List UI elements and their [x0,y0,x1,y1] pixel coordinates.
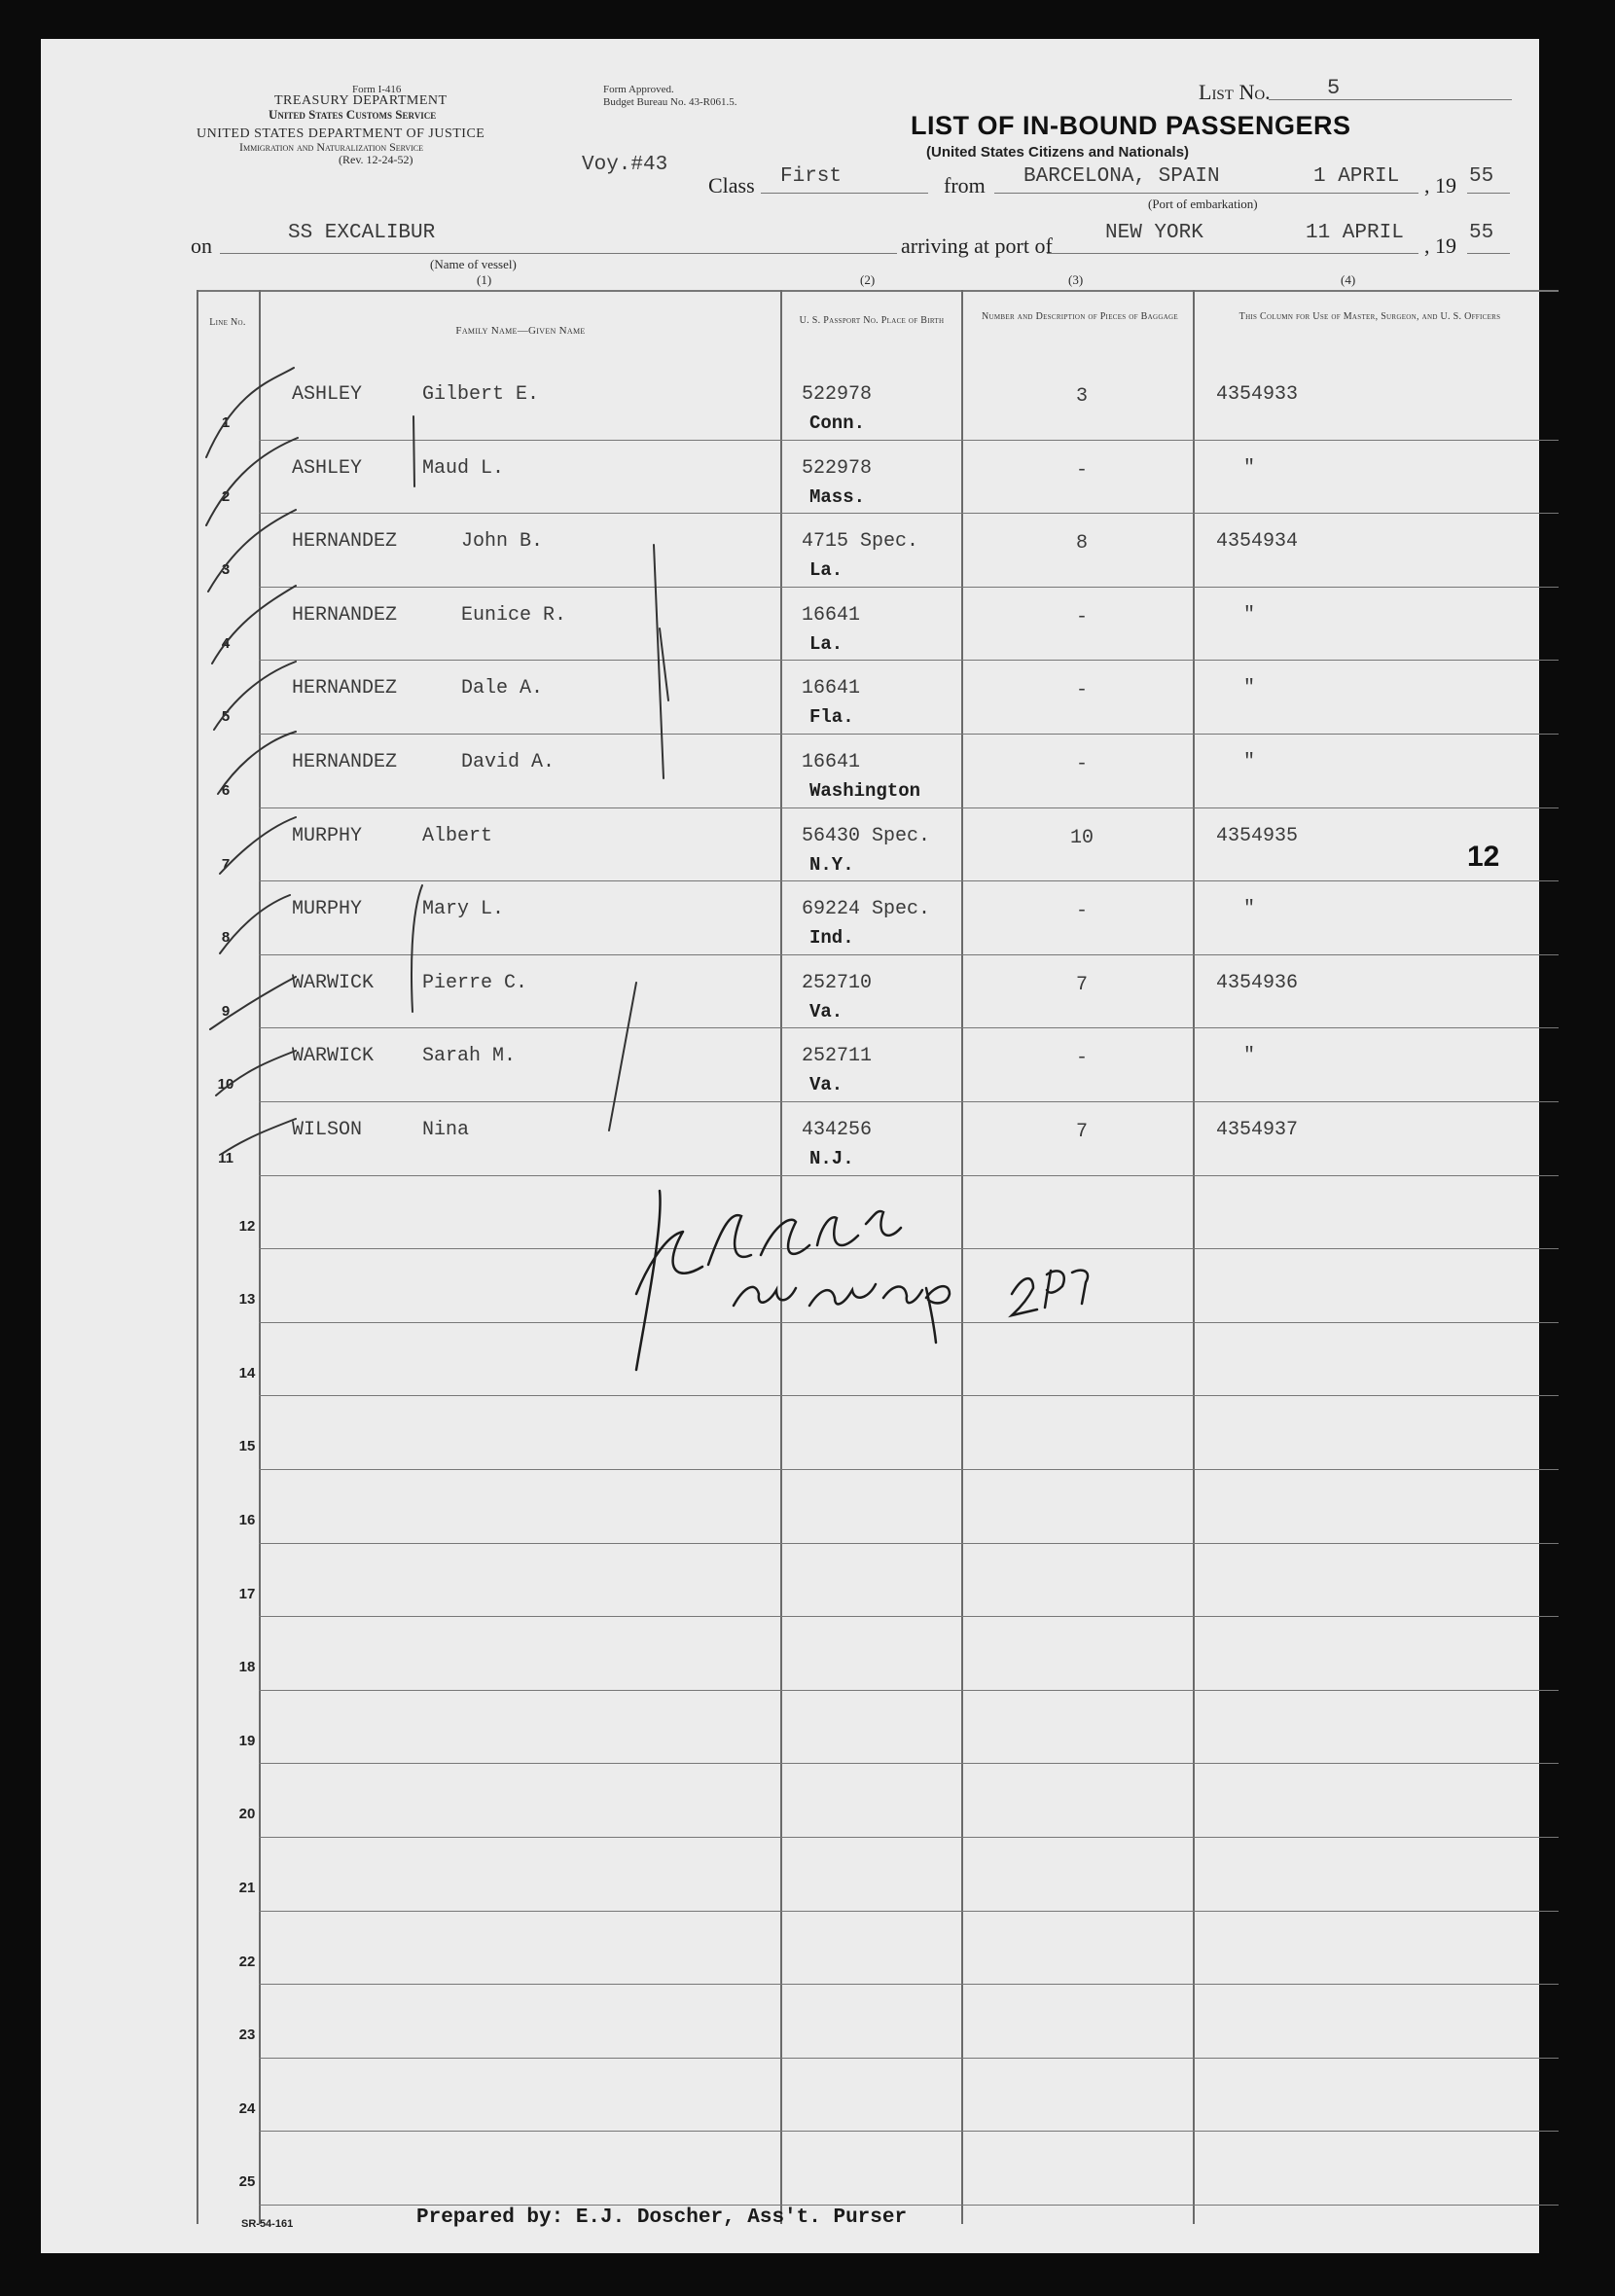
family-name: HERNANDEZ [292,530,398,554]
line-number: 1 [221,414,231,431]
line-number: 4 [221,634,231,652]
passport-number: 434256 [802,1119,873,1141]
column-number-3: (3) [1068,272,1084,287]
place-of-birth: N.Y. [809,853,854,876]
budget-bureau: Budget Bureau No. 43-R061.5. [603,96,737,108]
baggage-count: - [1075,679,1088,702]
given-name: Sarah M. [422,1045,517,1068]
immigration-service: Immigration and Naturalization Service [239,140,424,154]
form-code: SR-54-161 [241,2218,294,2230]
baggage-count: - [1075,605,1088,628]
arrival-port: NEW YORK [1105,222,1203,244]
officer-entry: " [1243,1045,1256,1068]
given-name: Dale A. [461,677,544,700]
line-number: 8 [221,929,231,947]
place-of-birth: Washington [809,780,921,802]
passport-number: 522978 [802,383,873,406]
baggage-count: 7 [1075,1121,1088,1143]
baggage-count: - [1075,458,1088,482]
line-number: 11 [218,1150,233,1166]
document-title: LIST OF IN-BOUND PASSENGERS [911,111,1351,140]
officer-entry: 4354933 [1216,383,1299,406]
officer-entry: " [1243,456,1256,480]
line-number: 21 [238,1880,256,1896]
officer-entry: 4354934 [1216,530,1299,554]
voyage-number: Voy.#43 [582,154,668,176]
place-of-birth: Ind. [809,927,854,950]
line-number: 19 [238,1732,256,1749]
prepared-by: Prepared by: E.J. Doscher, Ass't. Purser [416,2206,908,2229]
line-number: 23 [238,2027,256,2044]
passport-number: 252711 [802,1045,873,1068]
line-number: 22 [238,1953,256,1970]
arrival-year-suffix: 55 [1469,222,1494,244]
given-name: Gilbert E. [422,383,540,406]
margin-count: 12 [1467,841,1500,873]
from-year-prefix: , 19 [1424,173,1456,197]
manifest-page [41,39,1539,2253]
passport-number: 252710 [802,971,873,994]
from-port: BARCELONA, SPAIN [1023,165,1220,188]
given-name: Albert [422,824,493,847]
header-officers: This Column for Use of Master, Surgeon, and U. S. Officers [1238,311,1501,322]
baggage-count: 3 [1075,385,1088,408]
line-number: 15 [238,1438,256,1455]
port-embarkation-caption: (Port of embarkation) [1148,197,1258,211]
given-name: David A. [461,751,556,773]
on-label: on [191,233,212,258]
from-label: from [944,173,986,197]
header-baggage: Number and Description of Pieces of Baggage [982,311,1178,322]
family-name: HERNANDEZ [292,751,398,773]
line-number: 18 [238,1659,256,1676]
column-number-1: (1) [477,272,492,287]
place-of-birth: Va. [809,1074,843,1096]
officer-entry: " [1243,677,1256,700]
baggage-count: 10 [1069,826,1094,849]
line-number: 9 [221,1002,231,1020]
column-number-4: (4) [1341,272,1356,287]
officer-entry: 4354936 [1216,971,1299,994]
line-number: 2 [221,487,231,505]
family-name: ASHLEY [292,383,363,406]
revision-date: (Rev. 12-24-52) [339,153,413,166]
form-number: Form I-416 [352,84,402,95]
officer-entry: " [1243,898,1256,921]
passport-number: 16641 [802,677,861,700]
line-number: 12 [238,1217,256,1235]
arrival-year-prefix: , 19 [1424,233,1456,258]
family-name: WARWICK [292,1045,375,1068]
line-number: 25 [238,2173,256,2191]
line-number: 7 [221,855,231,873]
form-approved: Form Approved. [603,84,674,95]
passport-number: 16641 [802,751,861,773]
place-of-birth: Conn. [809,413,866,434]
baggage-count: - [1075,1047,1088,1070]
given-name: Eunice R. [461,603,567,627]
passport-number: 69224 Spec. [802,898,931,921]
header-line-no: Line No. [209,317,246,328]
department-of-justice: UNITED STATES DEPARTMENT OF JUSTICE [197,126,485,141]
line-number: 10 [217,1076,234,1094]
family-name: MURPHY [292,898,363,921]
baggage-count: - [1075,753,1088,775]
given-name: Nina [422,1119,470,1141]
document-subtitle: (United States Citizens and Nationals) [926,144,1190,161]
line-number: 20 [238,1806,256,1823]
family-name: ASHLEY [292,456,363,480]
line-number: 3 [221,561,231,579]
vessel-caption: (Name of vessel) [430,257,517,271]
check-marks [41,39,1539,2253]
class-label: Class [708,173,755,197]
baggage-count: - [1075,900,1088,923]
family-name: HERNANDEZ [292,677,398,700]
family-name: WARWICK [292,971,375,994]
from-date: 1 APRIL [1313,165,1400,188]
baggage-count: 8 [1075,532,1088,556]
place-of-birth: Mass. [809,485,866,508]
class-value: First [780,165,843,188]
family-name: MURPHY [292,824,363,847]
passport-number: 522978 [802,456,873,480]
baggage-count: 7 [1075,973,1088,996]
officer-entry: " [1243,751,1256,773]
place-of-birth: N.J. [809,1148,854,1169]
column-number-2: (2) [860,272,876,287]
family-name: WILSON [292,1119,363,1141]
vessel-name: SS EXCALIBUR [288,222,436,244]
given-name: Pierre C. [422,971,528,994]
place-of-birth: Va. [809,1000,843,1022]
place-of-birth: La. [809,559,843,582]
from-year-suffix: 55 [1469,165,1494,188]
line-number: 17 [238,1585,256,1602]
officer-entry: " [1243,603,1256,627]
list-no-label: List No. [1199,80,1271,104]
customs-service: United States Customs Service [269,107,437,122]
line-number: 24 [238,2099,256,2117]
treasury-department: TREASURY DEPARTMENT [274,93,448,108]
list-no-value: 5 [1327,76,1341,100]
place-of-birth: La. [809,632,843,655]
family-name: HERNANDEZ [292,603,398,627]
arrival-date: 11 APRIL [1306,222,1404,244]
passport-number: 16641 [802,603,861,627]
given-name: Mary L. [422,898,505,921]
line-number: 5 [221,708,231,726]
given-name: Maud L. [422,456,505,480]
line-number: 13 [238,1291,256,1309]
officer-entry: 4354935 [1216,824,1299,847]
line-number: 6 [221,782,231,799]
passport-number: 4715 Spec. [802,530,919,554]
header-passport: U. S. Passport No. Place of Birth [799,315,945,326]
line-number: 14 [238,1364,256,1381]
header-family-name: Family Name—Given Name [455,325,586,337]
given-name: John B. [461,530,544,554]
arriving-label: arriving at port of [901,233,1053,258]
officer-entry: 4354937 [1216,1119,1299,1141]
line-number: 16 [238,1512,256,1528]
place-of-birth: Fla. [809,706,854,729]
passport-number: 56430 Spec. [802,824,931,847]
